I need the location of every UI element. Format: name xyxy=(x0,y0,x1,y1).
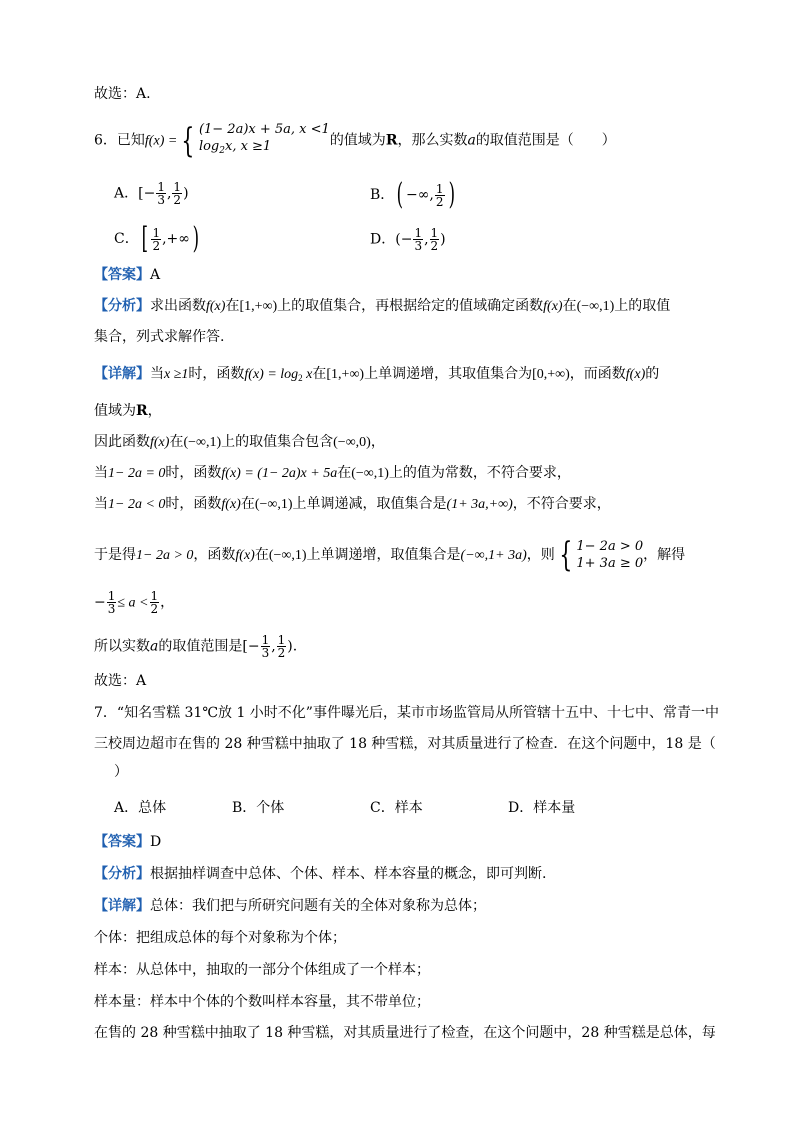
q6-option-a[interactable]: A．[− $\frac{1}{3}$ , $\frac{1}{2}$ ) xyxy=(114,180,189,207)
q7-detail-line4: 样本量：样本中个体的个数叫样本容量，其不带单位； xyxy=(94,994,430,1010)
q7-answer: 【答案】D xyxy=(94,834,162,850)
q6-detail-line4: 当1− 2a = 0时，函数f(x) = (1− 2a)x + 5a在(−∞,1)上的值为常数，不符合要求， xyxy=(94,465,571,481)
q6-option-c[interactable]: C．[ $\frac{1}{2}$ ,+∞) xyxy=(114,221,200,256)
q6-detail-line5: 当1− 2a < 0时，函数f(x)在(−∞,1)上单调递减，取值集合是(1+ 3a,+∞)，不符合要求， xyxy=(94,496,611,512)
q6-detail-line7: − $\frac{1}{3}$ ≤ a < $\frac{1}{2}$ ， xyxy=(94,589,175,616)
q6-detail-line6: 于是得1− 2a > 0，函数f(x)在(−∞,1)上单调递增，取值集合是(−∞,1+ 3a)，则 { 1− 2a > 0 1+ 3a ≥ 0 ，解得 xyxy=(94,535,686,575)
q6-answer: 【答案】A xyxy=(94,267,161,283)
q7-stem-line3: ） xyxy=(114,764,128,780)
q7-detail-line5: 在售的 28 种雪糕中抽取了 18 种雪糕，对其质量进行了检查，在这个问题中，28 种雪糕是总体，每 xyxy=(94,1025,716,1041)
q6-final: 故选：A xyxy=(94,673,147,689)
q6-analysis-line2: 集合，列式求解作答. xyxy=(94,329,225,345)
q7-detail-line3: 样本：从总体中，抽取的一部分个体组成了一个样本； xyxy=(94,962,430,978)
q7-detail-line2: 个体：把组成总体的每个对象称为个体； xyxy=(94,930,346,946)
q7-option-a[interactable]: A．总体 xyxy=(114,800,167,816)
q6-detail-line1: 【详解】当x ≥1时，函数$f(x) = \log_2 x$在[1,+∞)上单调递增，其取值集合为[0,+∞)，而函数f(x)的 xyxy=(94,366,660,383)
q7-stem-line1: 7．“知名雪糕 31℃放 1 小时不化”事件曝光后，某市市场监管局从所管辖十五中、十七中、常青一中 xyxy=(94,705,719,721)
q7-analysis: 【分析】根据抽样调查中总体、个体、样本、样本容量的概念，即可判断. xyxy=(94,866,547,882)
q7-detail-line1: 【详解】总体：我们把与所研究问题有关的全体对象称为总体； xyxy=(94,898,486,914)
q6-detail-line3: 因此函数f(x)在(−∞,1)上的取值集合包含(−∞,0)， xyxy=(94,434,385,450)
q6-analysis: 【分析】求出函数f(x)在[1,+∞)上的取值集合，再根据给定的值域确定函数f(x)在(−∞,1)上的取值 xyxy=(94,298,671,314)
q7-option-c[interactable]: C．样本 xyxy=(370,800,423,816)
q7-stem-line2: 三校周边超市在售的 28 种雪糕中抽取了 18 种雪糕，对其质量进行了检查．在这个问题中，18 是（ xyxy=(94,736,716,752)
q6-detail-line8: 所以实数a的取值范围是[− $\frac{1}{3}$ , $\frac{1}{2}$ ). xyxy=(94,633,298,660)
q7-option-d[interactable]: D．样本量 xyxy=(508,800,576,816)
q6-option-d[interactable]: D．(− $\frac{1}{3}$ , $\frac{1}{2}$ ) xyxy=(370,226,446,253)
q6-detail-line2: 值域为R， xyxy=(94,403,162,419)
q7-option-b[interactable]: B．个体 xyxy=(232,800,285,816)
q6-option-b[interactable]: B．( −∞, $\frac{1}{2}$ ) xyxy=(370,177,455,212)
previous-answer: 故选：A. xyxy=(94,86,151,102)
q6-stem: 6．已知f(x) = { (1− 2a)x + 5a, x <1 $\log_2x$, x ≥1 的值域为R，那么实数a的取值范围是（ ） xyxy=(94,120,616,161)
